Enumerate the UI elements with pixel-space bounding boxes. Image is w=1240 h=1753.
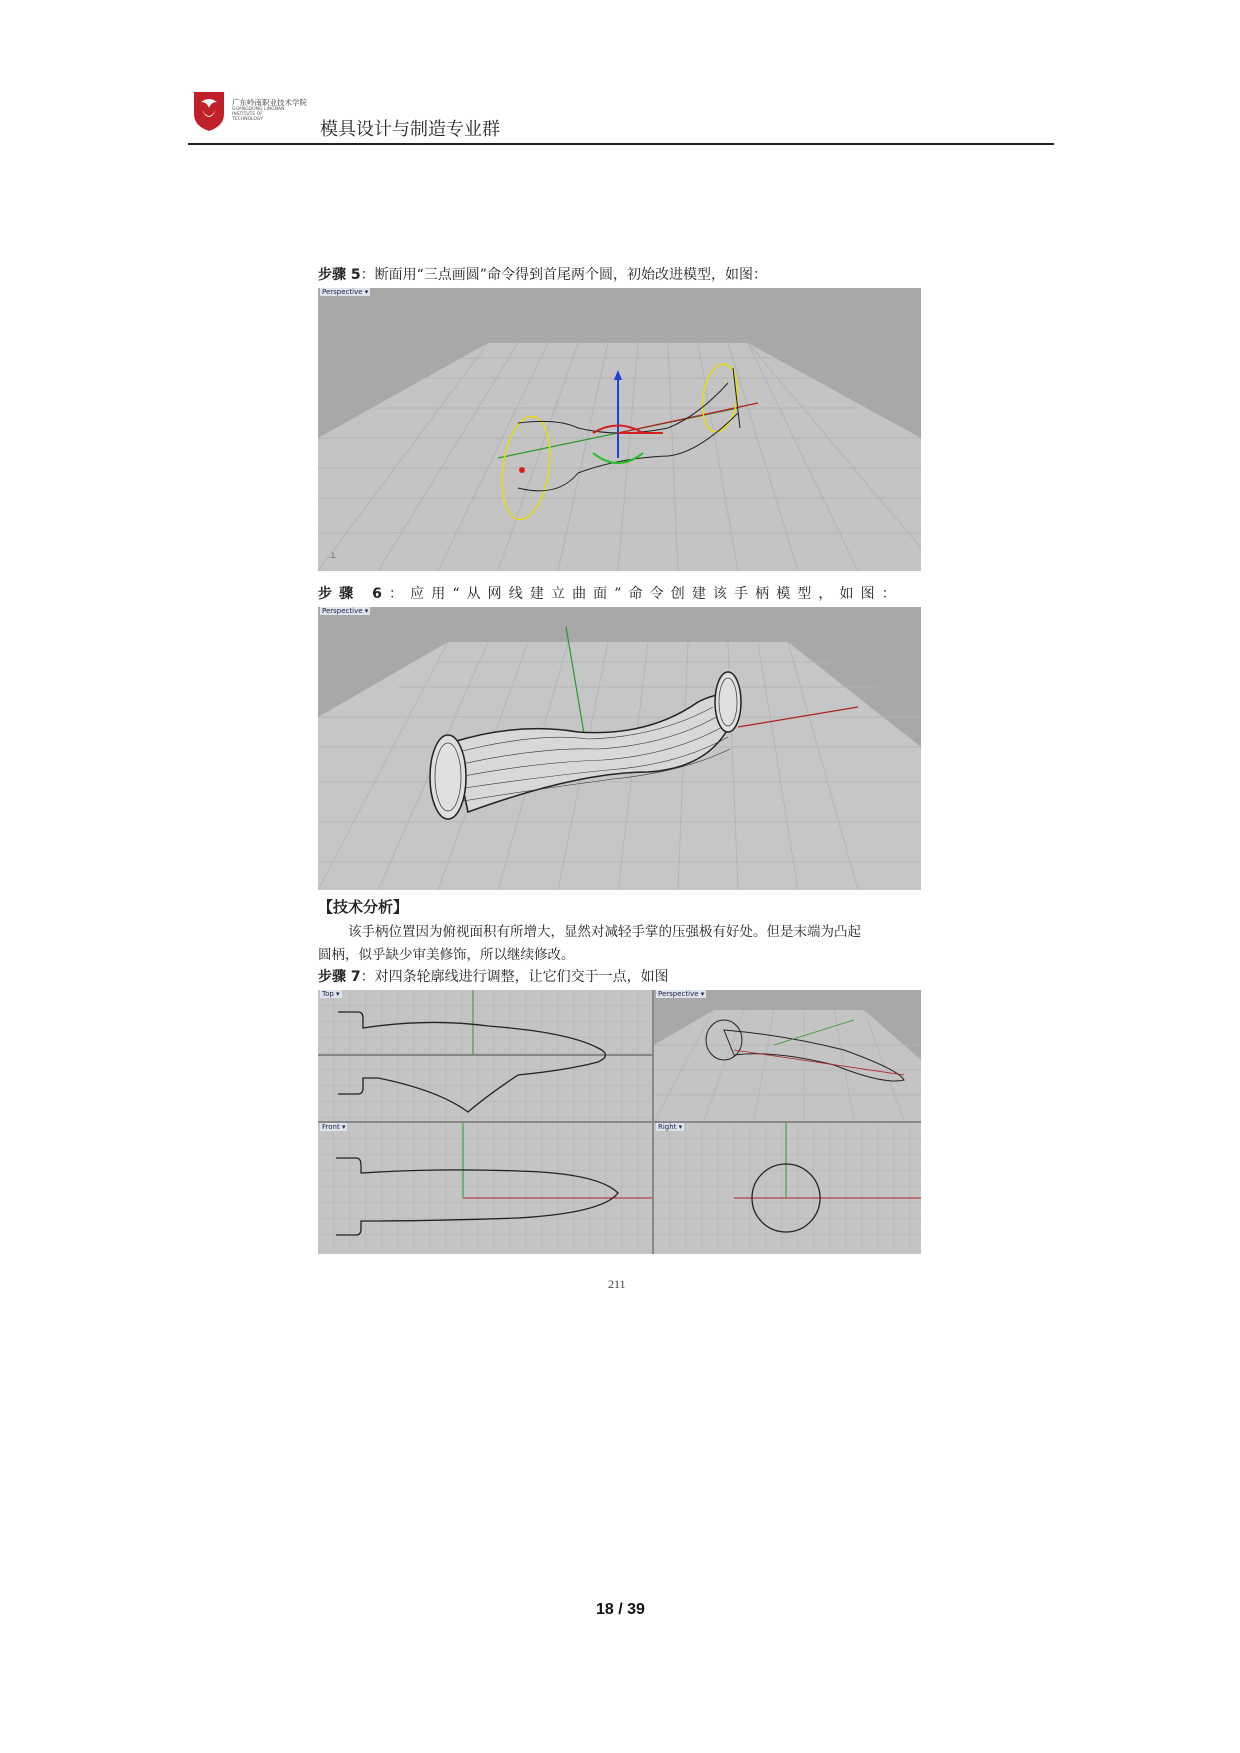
viewport-perspective-step5[interactable] bbox=[318, 288, 921, 571]
viewport-label[interactable]: Front ▾ bbox=[322, 1123, 346, 1131]
viewport-menu-icon[interactable]: ▾ bbox=[364, 607, 369, 615]
school-name-en: GUANGDONG LINGNAN INSTITUTE OF TECHNOLOGY bbox=[232, 107, 285, 122]
viewport-menu-icon[interactable]: ▾ bbox=[336, 990, 340, 998]
viewport-label[interactable]: Top ▾ bbox=[322, 990, 340, 998]
viewport-menu-icon[interactable]: ▾ bbox=[364, 288, 369, 296]
step6-label: 步骤 6 bbox=[318, 586, 390, 602]
viewport-top[interactable] bbox=[318, 990, 652, 1121]
step6-text: ：应用“从网线建立曲面”命令创建该手柄模型，如图： bbox=[389, 586, 903, 602]
viewport-menu-icon[interactable]: ▾ bbox=[341, 1123, 346, 1131]
step5-label: 步骤 5 bbox=[318, 267, 361, 283]
viewport-right[interactable] bbox=[654, 1123, 921, 1254]
viewport-label[interactable]: Perspective ▾ bbox=[322, 607, 369, 615]
analysis-line-2: 圆柄，似乎缺少审美修饰，所以继续修改。 bbox=[318, 947, 575, 963]
step5-text: ：断面用“三点画圆”命令得到首尾两个圆，初始改进模型，如图： bbox=[360, 267, 767, 283]
header-title: 模具设计与制造专业群 bbox=[320, 119, 500, 140]
school-logo bbox=[192, 90, 226, 132]
page-number: 18 / 39 bbox=[596, 1601, 645, 1618]
step7-label: 步骤 7 bbox=[318, 969, 361, 985]
viewport-menu-icon[interactable]: ▾ bbox=[678, 1123, 683, 1131]
viewport-label[interactable]: Right ▾ bbox=[658, 1123, 683, 1131]
school-name-cn: 广东岭南职业技术学院 bbox=[232, 98, 307, 107]
step6-caption bbox=[318, 583, 903, 603]
viewport-label[interactable]: Perspective ▾ bbox=[322, 288, 369, 296]
step5-caption bbox=[318, 264, 767, 284]
analysis-line-1: 该手柄位置因为俯视面积有所增大，显然对减轻手掌的压强极有好处。但是末端为凸起 bbox=[348, 924, 861, 940]
inner-page-number: 211 bbox=[608, 1277, 626, 1291]
step7-text: ：对四条轮廓线进行调整，让它们交于一点，如图 bbox=[360, 969, 669, 985]
four-viewport-layout bbox=[318, 990, 921, 1254]
viewport-perspective-step6[interactable] bbox=[318, 607, 921, 890]
viewport-front[interactable] bbox=[318, 1123, 652, 1254]
viewport-menu-icon[interactable]: ▾ bbox=[700, 990, 705, 998]
viewport-label[interactable]: Perspective ▾ bbox=[658, 990, 705, 998]
header-divider bbox=[188, 143, 1054, 145]
svg-text:⟂: ⟂ bbox=[330, 551, 337, 561]
viewport-perspective-step7[interactable] bbox=[654, 990, 921, 1121]
step7-caption bbox=[318, 966, 669, 986]
analysis-title: 【技术分析】 bbox=[318, 898, 409, 916]
